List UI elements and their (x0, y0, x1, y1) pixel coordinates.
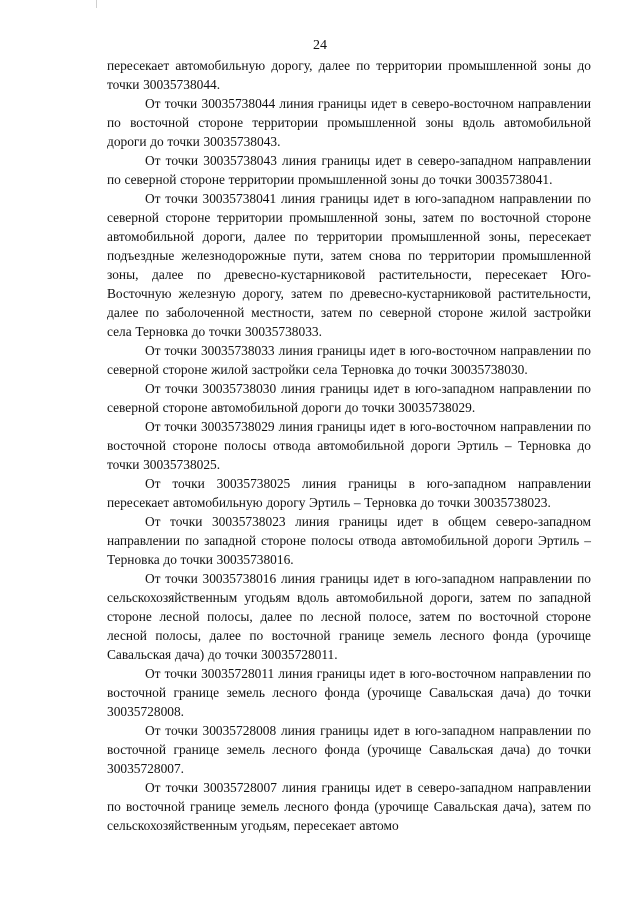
paragraph: От точки 30035738041 линия границы идет в юго-западном направлении по северной стороне территории промышленной зоны, затем по восточной стороне автомобильной дороги, далее по территории промышленной зоны, пересекает подъездные железнодорожные пути, затем снова по территории промышленной зоны, далее по древесно-кустарниковой растительности, пересекает Юго-Восточную железную дорогу, затем по древесно-кустарниковой растительности, далее по заболоченной местности, затем по северной стороне жилой застройки села Терновка до точки 30035738033. (107, 191, 591, 339)
paragraph: От точки 30035728011 линия границы идет в юго-восточном направлении по восточной границе земель лесного фонда (урочище Савальская дача) до точки 30035728008. (107, 666, 591, 719)
paragraph-continuation: пересекает автомобильную дорогу, далее по территории промышленной зоны до точки 30035738044. (107, 58, 591, 92)
paragraph: От точки 30035728007 линия границы идет в северо-западном направлении по восточной границе земель лесного фонда (урочище Савальская дача), затем по сельскохозяйственным угодьям, пересекает автомо (107, 780, 591, 833)
paragraph: От точки 30035738023 линия границы идет в общем северо-западном направлении по западной стороне полосы отвода автомобильной дороги Эртиль – Терновка до точки 30035738016. (107, 514, 591, 567)
paragraph: От точки 30035738016 линия границы идет в юго-западном направлении по сельскохозяйственным угодьям вдоль автомобильной дороги, затем по западной стороне лесной полосы, далее по лесной полосе, затем по восточной стороне лесной полосы, далее по восточной границе земель лесного фонда (урочище Савальская дача) до точки 30035728011. (107, 571, 591, 662)
paragraph: От точки 30035738043 линия границы идет в северо-западном направлении по северной стороне территории промышленной зоны до точки 30035738041. (107, 153, 591, 187)
paragraph: От точки 30035738025 линия границы в юго-западном направлении пересекает автомобильную дорогу Эртиль – Терновка до точки 30035738023. (107, 476, 591, 510)
paragraph: От точки 30035738030 линия границы идет в юго-западном направлении по северной стороне автомобильной дороги до точки 30035738029. (107, 381, 591, 415)
paragraph: От точки 30035738029 линия границы идет в юго-восточном направлении по восточной стороне полосы отвода автомобильной дороги Эртиль – Терновка до точки 30035738025. (107, 419, 591, 472)
scan-margin-mark (96, 0, 97, 8)
paragraph: От точки 30035738044 линия границы идет в северо-восточном направлении по восточной стороне территории промышленной зоны вдоль автомобильной дороги до точки 30035738043. (107, 96, 591, 149)
document-body (107, 56, 591, 835)
paragraph: От точки 30035738033 линия границы идет в юго-восточном направлении по северной стороне жилой застройки села Терновка до точки 30035738030. (107, 343, 591, 377)
paragraph: От точки 30035728008 линия границы идет в юго-западном направлении по восточной границе земель лесного фонда (урочище Савальская дача) до точки 30035728007. (107, 723, 591, 776)
page-number: 24 (313, 38, 327, 53)
